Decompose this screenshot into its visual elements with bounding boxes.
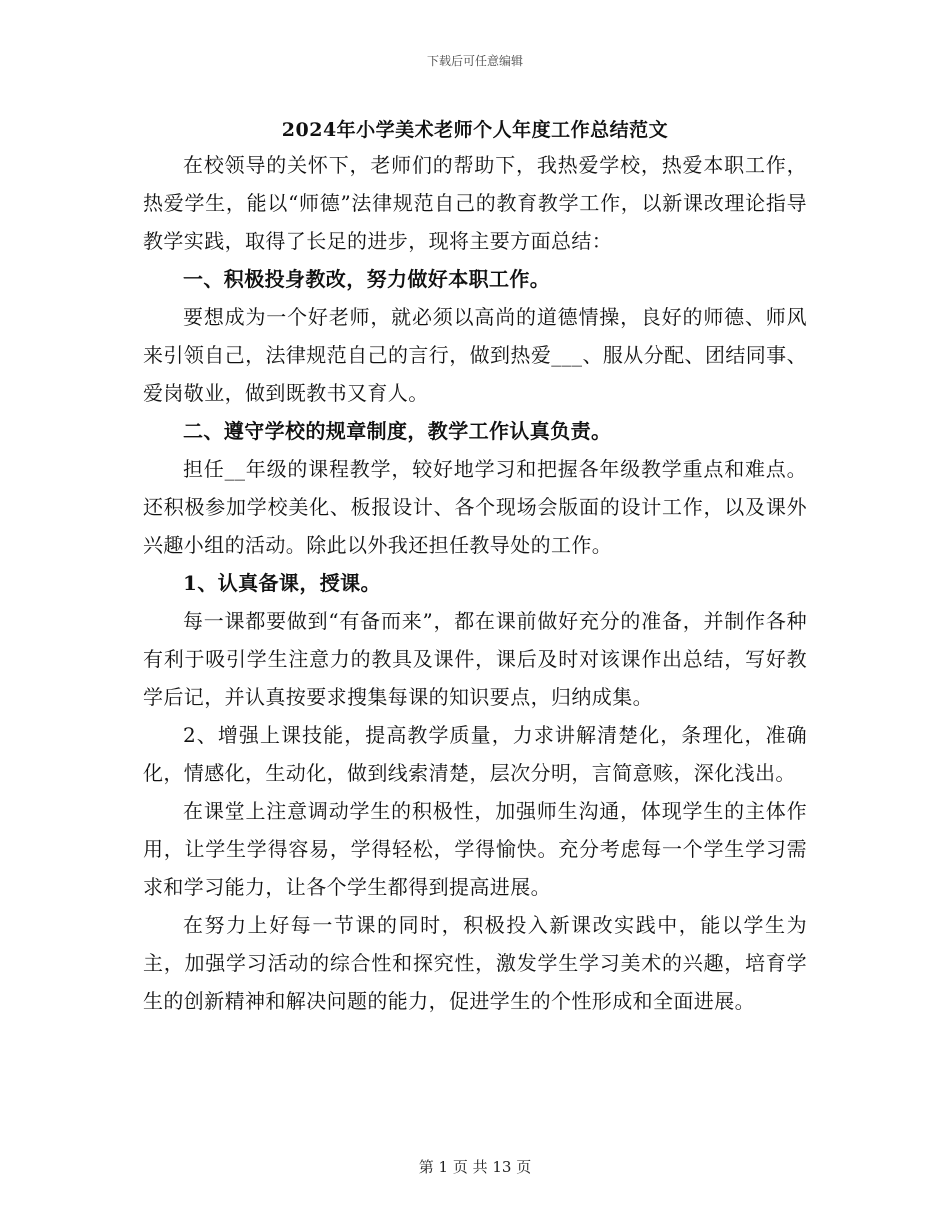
subsection-2-paragraph: 2、增强上课技能，提高教学质量，力求讲解清楚化，条理化，准确化，情感化，生动化，做到线索清楚，层次分明，言简意赅，深化浅出。	[143, 723, 807, 785]
classroom-paragraph: 在课堂上注意调动学生的积极性，加强师生沟通，体现学生的主体作用，让学生学得容易，学得轻松，学得愉快。充分考虑每一个学生学习需求和学习能力，让各个学生都得到提高进展。	[143, 799, 807, 899]
subsection-1-paragraph: 每一课都要做到“有备而来”，都在课前做好充分的准备，并制作各种有利于吸引学生注意力的教具及课件，课后及时对该课作出总结，写好教学后记，并认真按要求搜集每课的知识要点，归纳成集。	[143, 609, 807, 709]
page-number: 第 1 页 共 13 页	[418, 1158, 532, 1176]
section-2-paragraph: 担任__年级的课程教学，较好地学习和把握各年级教学重点和难点。还积极参加学校美化、板报设计、各个现场会版面的设计工作，以及课外兴趣小组的活动。除此以外我还担任教导处的工作。	[143, 457, 807, 557]
subsection-heading-1: 1、认真备课，授课。	[183, 571, 381, 595]
section-heading-1: 一、积极投身教改，努力做好本职工作。	[183, 267, 551, 291]
intro-paragraph: 在校领导的关怀下，老师们的帮助下，我热爱学校，热爱本职工作，热爱学生，能以“师德”法律规范自己的教育教学工作，以新课改理论指导教学实践，取得了长足的进步，现将主要方面总结：	[143, 153, 807, 253]
document-body	[143, 146, 807, 1020]
document-title: 2024年小学美术老师个人年度工作总结范文	[281, 119, 669, 141]
reform-paragraph: 在努力上好每一节课的同时，积极投入新课改实践中，能以学生为主，加强学习活动的综合性和探究性，激发学生学习美术的兴趣，培育学生的创新精神和解决问题的能力，促进学生的个性形成和全面进展。	[143, 913, 807, 1013]
section-1-paragraph: 要想成为一个好老师，就必须以高尚的道德情操，良好的师德、师风来引领自己，法律规范自己的言行，做到热爱___、服从分配、团结同事、爱岗敬业，做到既教书又育人。	[143, 305, 807, 405]
section-heading-2: 二、遵守学校的规章制度，教学工作认真负责。	[183, 419, 612, 443]
page-header-note: 下载后可任意编辑	[426, 54, 523, 68]
